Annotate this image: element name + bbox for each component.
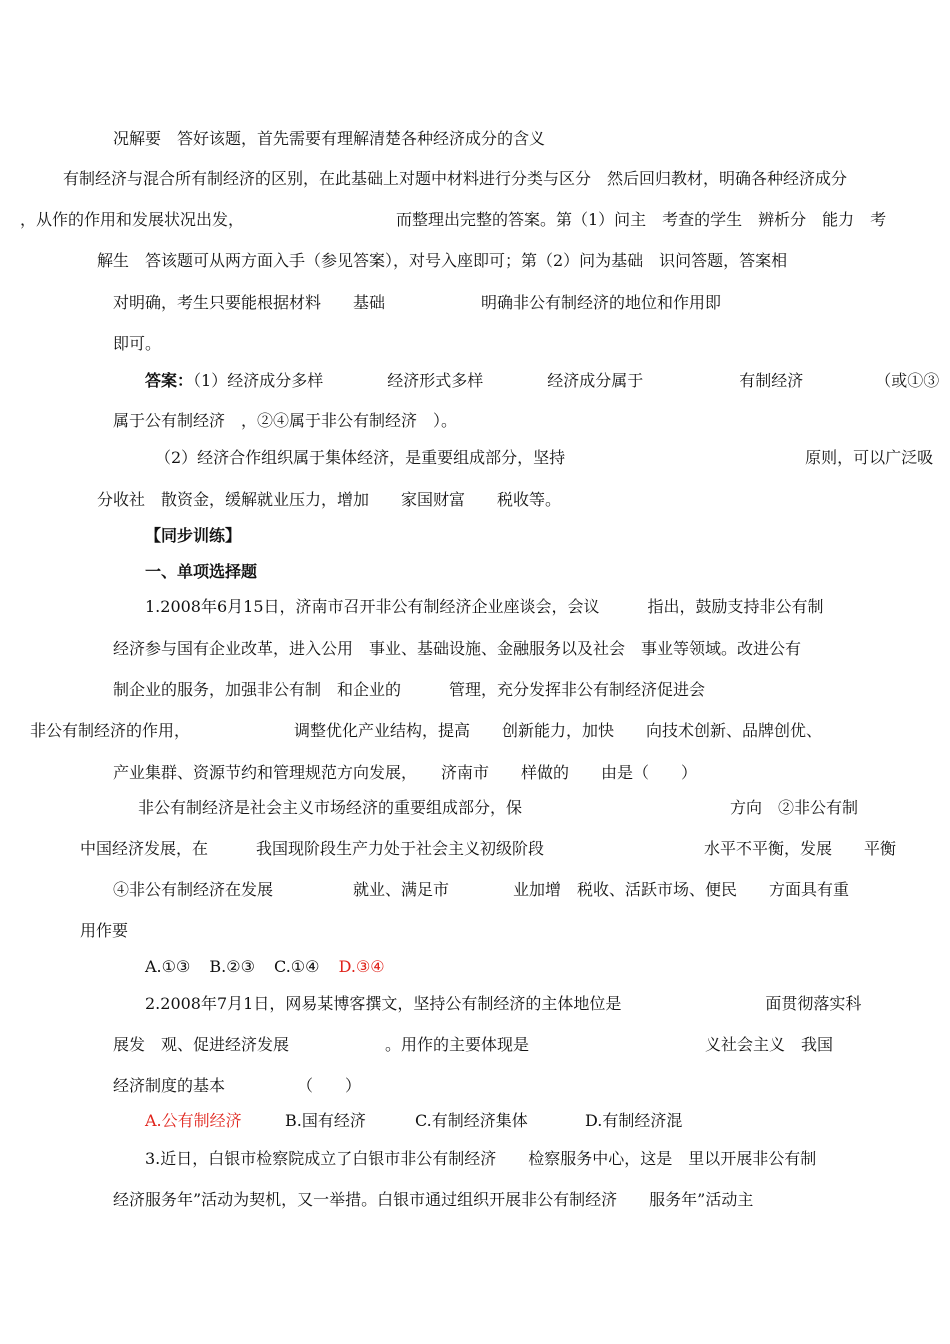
q1-line-7: 中国经济发展，在 我国现阶段生产力处于社会主义初级阶段 水平不平衡，发展 平衡	[80, 839, 897, 858]
q1-option-a: A.①③	[145, 957, 191, 976]
q1-line-1: 1.2008年6月15日，济南市召开非公有制经济企业座谈会，会议 指出，鼓励支持非公有制	[145, 597, 824, 616]
q1-line-3: 制企业的服务，加强非公有制 和企业的 管理，充分发挥非公有制经济促进会	[113, 680, 706, 699]
analysis-line-5: 对明确，考生只要能根据材料 基础 明确非公有制经济的地位和作用即	[113, 293, 722, 312]
answer-line-1	[145, 370, 939, 392]
q2-option-d: D.有制经济混	[585, 1111, 683, 1130]
q2-line-1: 2.2008年7月1日，网易某博客撰文，坚持公有制经济的主体地位是 面贯彻落实科	[145, 994, 862, 1013]
q3-line-1: 3.近日，白银市检察院成立了白银市非公有制经济 检察服务中心，这是 里以开展非公有制	[145, 1149, 817, 1168]
q2-line-2: 展发 观、促进经济发展 。用作的主要体现是 义社会主义 我国	[113, 1035, 834, 1054]
answer-line-2: 属于公有制经济 ，②④属于非公有制经济 ）。	[113, 411, 458, 430]
analysis-line-4: 解生 答该题可从两方面入手（参见答案），对号入座即可；第（2）问为基础 识问答题，答案相	[97, 251, 788, 270]
q1-line-5: 产业集群、资源节约和管理规范方向发展， 济南市 样做的 由是（ ）	[113, 763, 698, 782]
section-title: 【同步训练】	[145, 526, 242, 545]
q1-line-4: 非公有制经济的作用， 调整优化产业结构，提高 创新能力，加快 向技术创新、品牌创优、	[30, 721, 823, 740]
analysis-line-2: 有制经济与混合所有制经济的区别，在此基础上对题中材料进行分类与区分 然后回归教材，明确各种经济成分	[63, 169, 848, 188]
q3-line-2: 经济服务年”活动为契机，又一举措。白银市通过组织开展非公有制经济 服务年”活动主	[113, 1190, 754, 1209]
q2-options	[145, 1110, 682, 1132]
q2-line-3: 经济制度的基本 （ ）	[113, 1076, 362, 1095]
answer-line-4: 分收社 散资金，缓解就业压力，增加 家国财富 税收等。	[97, 490, 562, 509]
q1-option-c: C.①④	[274, 957, 320, 976]
analysis-line-1: 况解要 答好该题，首先需要有理解清楚各种经济成分的含义	[113, 129, 546, 148]
q1-option-d-answer: D.③④	[338, 957, 385, 976]
q1-option-b: B.②③	[209, 957, 255, 976]
q2-option-a-answer: A.公有制经济	[145, 1111, 242, 1130]
answer-text-1: （1）经济成分多样 经济形式多样 经济成分属于 有制经济 （或①③	[193, 371, 940, 390]
q1-line-8: ④非公有制经济在发展 就业、满足市 业加增 税收、活跃市场、便民 方面具有重	[113, 880, 850, 899]
analysis-line-3: ，从作的作用和发展状况出发， 而整理出完整的答案。第（1）问主 考查的学生 辨析分 能力 考	[20, 210, 887, 229]
q1-line-6: 非公有制经济是社会主义市场经济的重要组成部分，保 方向 ②非公有制	[138, 798, 859, 817]
q1-line-9: 用作要	[80, 921, 129, 940]
q1-options	[145, 956, 399, 978]
analysis-line-6: 即可。	[113, 334, 162, 353]
answer-line-3: （2）经济合作组织属于集体经济，是重要组成部分，坚持 原则，可以广泛吸	[155, 448, 934, 467]
q2-option-c: C.有制经济集体	[415, 1111, 528, 1130]
answer-label: 答案：	[145, 371, 194, 390]
q1-line-2: 经济参与国有企业改革，进入公用 事业、基础设施、金融服务以及社会 事业等领域。改进公有	[113, 639, 802, 658]
q2-option-b: B.国有经济	[285, 1111, 366, 1130]
subsection-title: 一、单项选择题	[145, 562, 258, 581]
